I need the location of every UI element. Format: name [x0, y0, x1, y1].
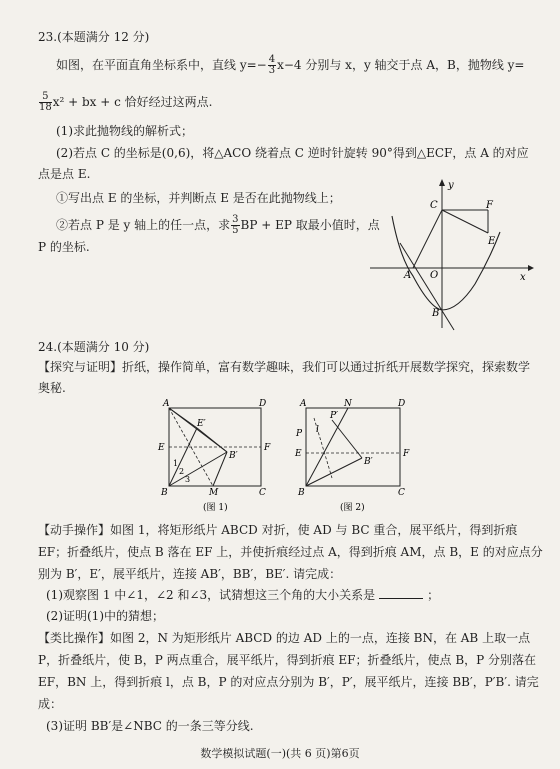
- fig1-label-f: F: [264, 443, 271, 453]
- label-o: O: [430, 270, 439, 281]
- q23-header: 23.(本题满分 12 分): [38, 30, 150, 44]
- fig1-label-e: E: [158, 443, 165, 453]
- fig1-label-d: D: [259, 399, 267, 409]
- fig2-label-d: D: [398, 399, 406, 409]
- label-b: B: [432, 308, 440, 319]
- segment-p1b1: [332, 420, 362, 458]
- line-ab: [400, 243, 454, 330]
- q24-q1: [46, 588, 439, 603]
- q23-stem-line1: [56, 55, 525, 76]
- fig1-label-b: B: [161, 488, 168, 498]
- frac-den: 5: [232, 225, 239, 236]
- fig1-label-a: A: [163, 399, 170, 409]
- q24-analog-line1: 【类比操作】如图 2，N 为矩形纸片 ABCD 的边 AD 上的一点，连接 BN，在 AB 上取一点: [38, 631, 531, 645]
- fraction-5-18: [39, 92, 52, 113]
- segment-bb1: [306, 458, 362, 486]
- q23-sub2-a: ②若点 P 是 y 轴上的任一点，求: [56, 218, 231, 232]
- q23-stem-c: x² + bx + c 恰好经过这两点.: [52, 95, 213, 109]
- fig1-label-e-prime: E′: [197, 419, 206, 429]
- fig2-caption: (图 2): [340, 503, 365, 513]
- q24-q1-text: (1)观察图 1 中∠1，∠2 和∠3，试猜想这三个角的大小关系是: [46, 588, 376, 602]
- label-y: y: [448, 180, 454, 191]
- y-axis-arrow: [439, 179, 445, 186]
- fig2-label-l: l: [316, 425, 319, 435]
- segment-bn: [306, 408, 348, 486]
- frac-num: 4: [268, 54, 276, 65]
- fig2-label-p: P: [296, 429, 303, 439]
- label-f: F: [486, 200, 493, 211]
- fig1-caption: (图 1): [203, 503, 228, 513]
- frac-den: 3: [268, 65, 276, 76]
- q23-sub2-line2: P 的坐标.: [38, 240, 90, 254]
- q23-sub2-b: BP + EP 取最小值时，点: [240, 218, 380, 232]
- q24-analog-line3: EF，BN 上，得到折痕 l，点 B，P 的对应点分别为 B′，P′，展平纸片，连接 BB′，P′B′. 请完: [38, 675, 539, 689]
- q24-q2: (2)证明(1)中的猜想；: [46, 609, 164, 623]
- fig2-label-f: F: [403, 449, 410, 459]
- q23-part2-line2: 点是点 E.: [38, 167, 91, 181]
- fig1-angle-1: 1: [173, 459, 179, 468]
- q24-analog-line4: 成：: [38, 697, 63, 711]
- label-x: x: [520, 272, 526, 283]
- fig1-angle-3: 3: [185, 475, 191, 484]
- label-a: A: [404, 270, 412, 281]
- q23-sub2-line1: [56, 215, 380, 236]
- label-c: C: [430, 200, 438, 211]
- fig2-label-e: E: [295, 449, 302, 459]
- fig2-label-n: N: [344, 399, 352, 409]
- q24-figure-2: [292, 398, 417, 516]
- fig2-label-c: C: [398, 488, 405, 498]
- fig2-label-a: A: [300, 399, 307, 409]
- q24-intro-line2: 奥秘.: [38, 381, 66, 395]
- segment-ce: [442, 210, 488, 233]
- q23-part2-line1: (2)若点 C 的坐标是(0,6)，将△ACO 绕着点 C 逆时针旋转 90°得到△ECF，点 A 的对应: [56, 146, 529, 160]
- fraction-3-5: [231, 215, 239, 236]
- q24-op-line2: EF；折叠纸片，使点 B 落在 EF 上，并使折痕经过点 A，得到折痕 AM，点 B，E 的对应点分: [38, 545, 543, 559]
- label-e: E: [488, 236, 496, 247]
- fig2-label-b-prime: B′: [364, 457, 373, 467]
- q23-stem-line2: [38, 92, 212, 113]
- q24-q3: (3)证明 BB′是∠NBC 的一条三等分线.: [46, 719, 254, 733]
- q23-stem-a: 如图，在平面直角坐标系中，直线 y=−: [56, 58, 267, 72]
- fig2-label-p-prime: P′: [330, 411, 339, 421]
- fig1-angle-2: 2: [179, 467, 185, 476]
- q23-part1: (1)求此抛物线的解析式；: [56, 124, 193, 138]
- x-axis-arrow: [528, 265, 534, 271]
- fig1-label-c: C: [259, 488, 266, 498]
- q24-intro-line1: 【探究与证明】折纸，操作简单，富有数学趣味，我们可以通过折纸开展数学探究，探索数学: [38, 360, 531, 374]
- frac-num: 5: [39, 92, 52, 103]
- fig1-label-m: M: [209, 488, 219, 498]
- answer-blank[interactable]: [379, 588, 423, 599]
- q24-header: 24.(本题满分 10 分): [38, 340, 150, 354]
- q24-op-line1: 【动手操作】如图 1，将矩形纸片 ABCD 对折，使 AD 与 BC 重合，展平纸片，得到折痕: [38, 523, 518, 537]
- q23-stem-b: x−4 分别与 x，y 轴交于点 A，B，抛物线 y=: [277, 58, 525, 72]
- segment-ac: [413, 210, 442, 268]
- q24-op-line3: 别为 B′，E′，展平纸片，连接 AB′，BB′，BE′. 请完成：: [38, 567, 342, 581]
- fig2-label-b: B: [298, 488, 305, 498]
- parabola: [392, 216, 500, 310]
- q24-q1-end: ；: [427, 588, 440, 602]
- q24-analog-line2: P，折叠纸片，使 B，P 两点重合，展平纸片，得到折痕 EF；折叠纸片，使点 B，P 分别落在: [38, 653, 537, 667]
- fig1-label-b-prime: B′: [229, 451, 238, 461]
- segment-mb1: [213, 452, 227, 486]
- q24-figure-1: [155, 398, 280, 516]
- q23-sub1: ①写出点 E 的坐标，并判断点 E 是否在此抛物线上；: [56, 191, 341, 205]
- page-footer: 数学模拟试题(一)(共 6 页)第6页: [200, 747, 360, 760]
- frac-den: 18: [39, 102, 52, 113]
- q23-coordinate-figure: [370, 178, 535, 333]
- frac-num: 3: [232, 214, 239, 225]
- segment-ab1: [169, 408, 227, 452]
- fraction-4-3: [268, 55, 276, 76]
